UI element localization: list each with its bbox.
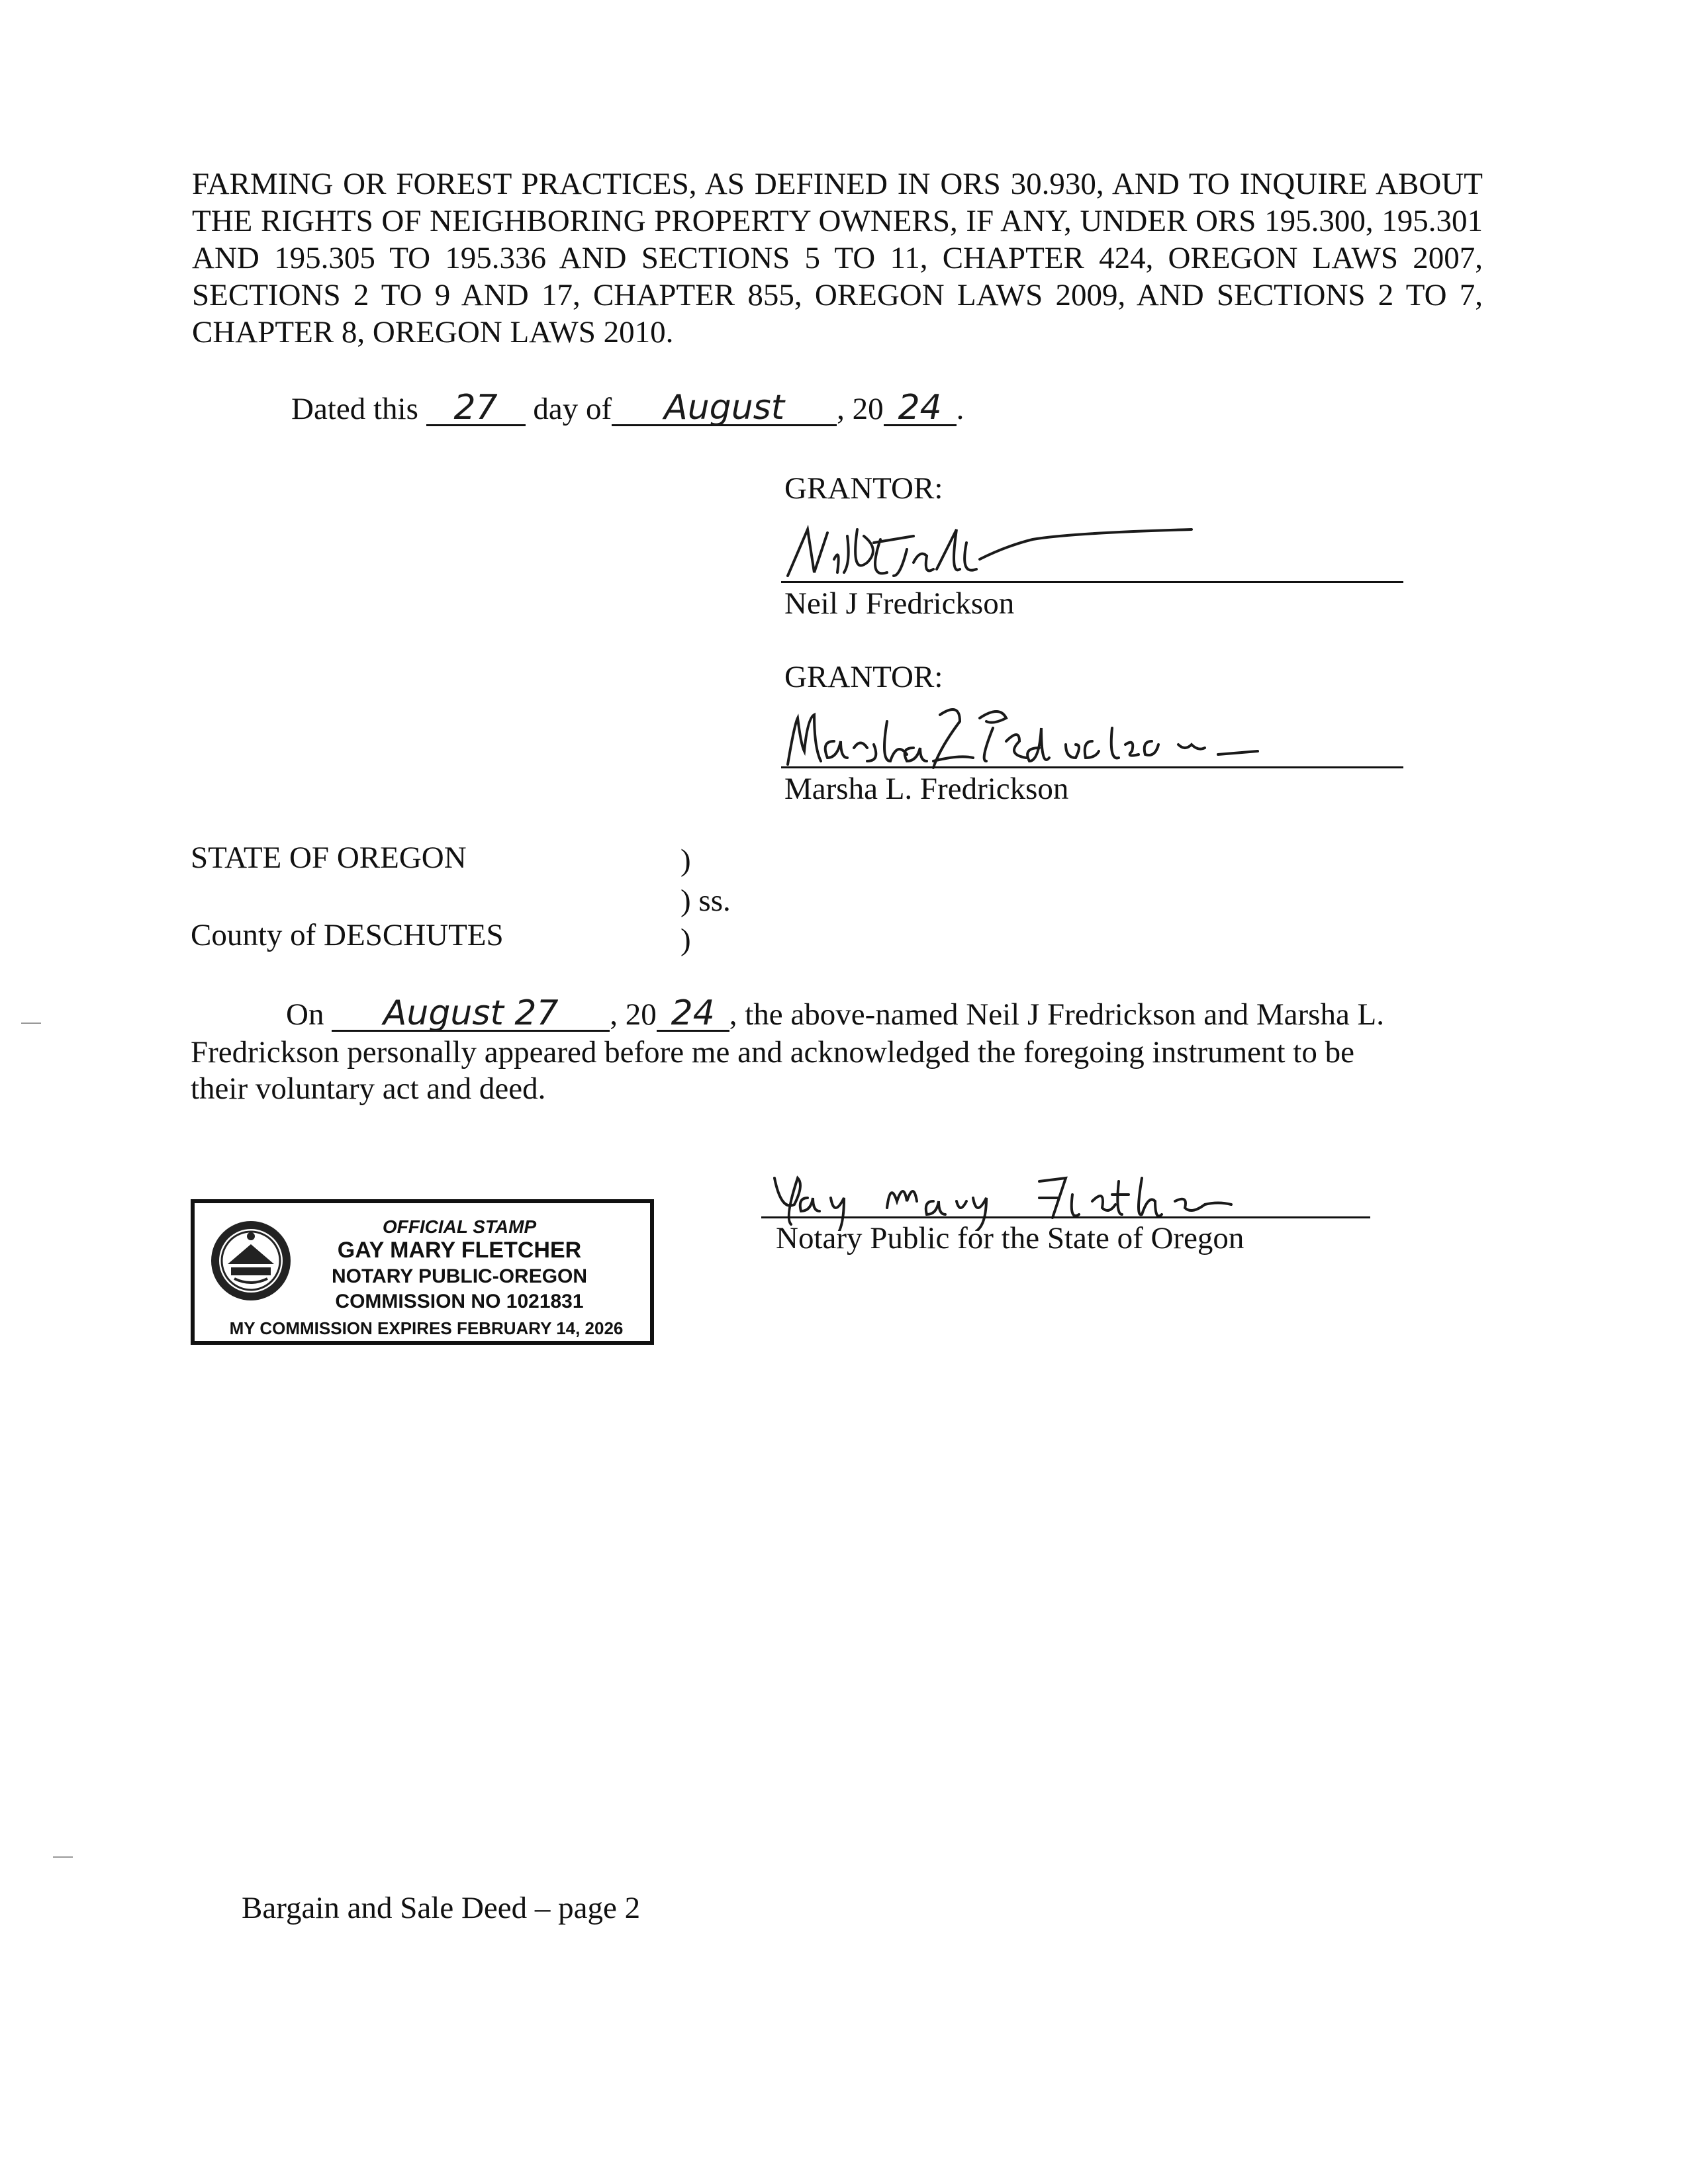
ack-rest: , the above-named Neil J Fredrickson and Marsha L. [729,997,1385,1032]
scan-mark [53,1856,73,1858]
stamp-commission: COMMISSION NO 1021831 [335,1291,584,1312]
ack-date: August 27 [332,997,610,1032]
venue-paren-3: ) [680,923,691,957]
ack-year-prefix: , 20 [610,997,657,1032]
scan-mark [21,1023,41,1024]
state-seal-icon [208,1218,294,1304]
grantor2-label: GRANTOR: [784,660,943,694]
venue-state: STATE OF OREGON [191,841,467,875]
dated-day: 27 [426,391,526,426]
dated-year: 24 [884,391,957,426]
grantor1-name: Neil J Fredrickson [784,586,1015,621]
stamp-name: GAY MARY FLETCHER [337,1238,582,1263]
venue-paren-1: ) [680,843,691,878]
venue-county: County of DESCHUTES [191,918,504,952]
dated-day-of: day of [533,392,612,426]
dated-prefix: Dated this [291,392,418,426]
dated-line [291,390,964,428]
venue-paren-2: ) ss. [680,884,731,918]
ack-line-1 [286,993,1385,1033]
dated-suffix: . [956,392,964,426]
grantor1-signature-line [781,581,1403,583]
grantor1-signature [781,523,1244,589]
stamp-expires: MY COMMISSION EXPIRES FEBRUARY 14, 2026 [229,1318,624,1338]
notary-signature-line [761,1216,1370,1218]
stamp-title: OFFICIAL STAMP [382,1216,537,1237]
page-footer: Bargain and Sale Deed – page 2 [242,1891,641,1925]
grantor1-label: GRANTOR: [784,471,943,506]
grantor2-signature-line [781,766,1403,768]
body-paragraph: FARMING OR FOREST PRACTICES, AS DEFINED IN ORS 30.930, AND TO INQUIRE ABOUT THE RIGHTS OF NEIGHBORING PROPERTY OWNERS, IF ANY, UNDER ORS 195.300, 195.301 AND 195.305 TO 195.336 AND SECTIONS 5 TO 11, CHAPTER 424, OREGON LAWS 2007, SECTIONS 2 TO 9 AND 17, CHAPTER 855, OREGON LAWS 2009, AND SECTIONS 2 TO 7, CHAPTER 8, OREGON LAWS 2010. [192,167,1483,349]
stamp-notary: NOTARY PUBLIC-OREGON [331,1265,588,1287]
ack-on: On [286,997,324,1032]
notary-stamp [191,1199,654,1345]
dated-month: August [612,391,837,426]
ack-year: 24 [657,997,729,1032]
ack-line-2: Fredrickson personally appeared before me and acknowledged the foregoing instrument to be [191,1035,1354,1069]
ack-line-3: their voluntary act and deed. [191,1071,546,1106]
notary-caption: Notary Public for the State of Oregon [776,1221,1244,1255]
dated-year-prefix: , 20 [837,392,884,426]
grantor2-signature [781,702,1350,774]
grantor2-name: Marsha L. Fredrickson [784,772,1069,806]
